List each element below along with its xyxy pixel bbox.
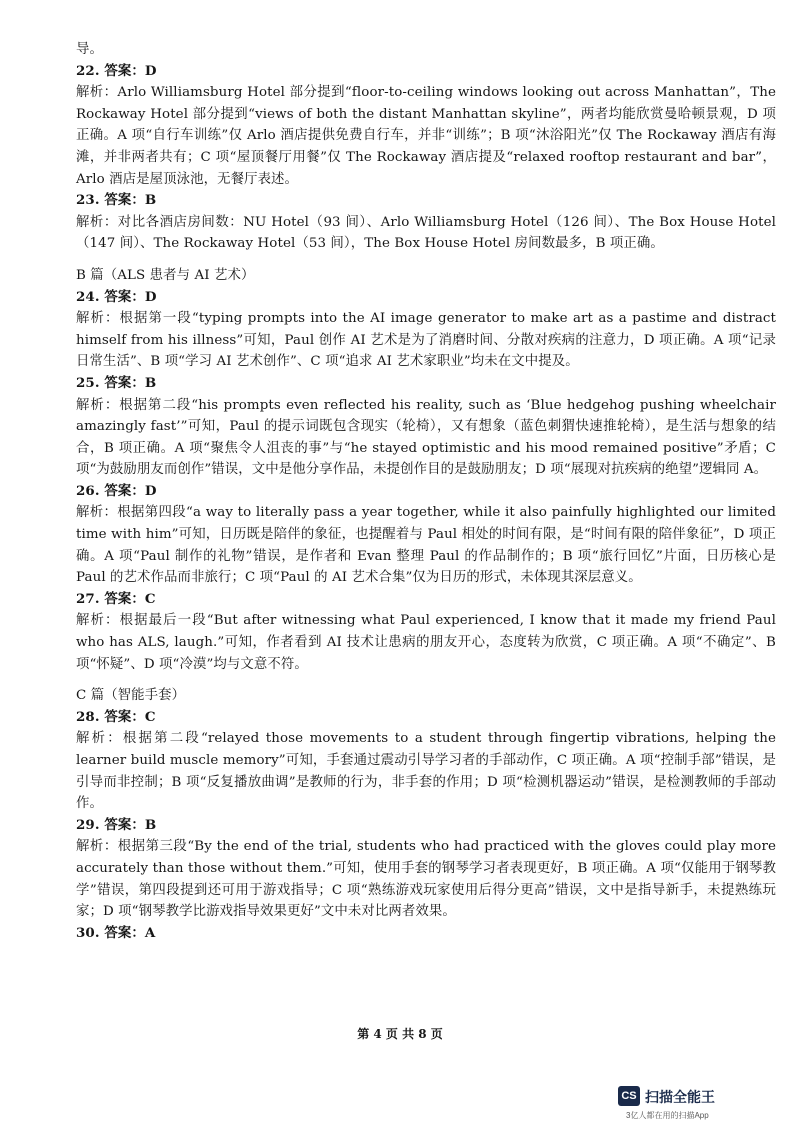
explanation-paragraph: 解析：对比各酒店房间数：NU Hotel（93 间）、Arlo Williamsburg Hotel（126 间）、The Box House Hotel（147 间）、The Rockaway Hotel（53 间），The Box House Hotel 房间数最多，B 项正确。 (76, 214, 776, 252)
explanation-paragraph: 解析：根据第二段“his prompts even reflected his reality, such as ‘Blue hedgehog pushing wheelchair amazingly fast’”可知，Paul 的提示词既包含现实（轮椅），又有想象（蓝色刺猬快速推轮椅），是生活与想象的结合，B 项正确。A 项“聚焦令人沮丧的事”与“he stayed optimistic and his mood remained positive”矛盾；C 项“为鼓励朋友而创作”错误，文中是他分享作品，未提创作目的是鼓励朋友；D 项“展现对抗疾病的绝望”逻辑同 A。 (76, 397, 776, 478)
answer-line: 27. 答案：C (76, 590, 156, 607)
answer-line: 26. 答案：D (76, 482, 157, 499)
section-heading: C 篇（智能手套） (76, 688, 186, 704)
explanation-paragraph: 解析：Arlo Williamsburg Hotel 部分提到“floor-to-ceiling windows looking out across Manhattan”，The Rockaway Hotel 部分提到“views of both the distant Manhattan skyline”，两者均能欣赏曼哈顿景观，D 项正确。A 项“自行车训练”仅 Arlo 酒店提供免费自行车，并非“训练”；B 项“沐浴阳光”仅 The Rockaway 酒店有海滩，并非两者共有；C 项“屋顶餐厅用餐”仅 The Rockaway 酒店提及“relaxed rooftop restaurant and bar”，Arlo 酒店是屋顶泳池，无餐厅表述。 (76, 85, 776, 187)
scanner-watermark (618, 1086, 788, 1126)
explanation-paragraph: 解析：根据第一段“typing prompts into the AI image generator to make art as a pastime and distract himself from his illness”可知，Paul 创作 AI 艺术是为了消磨时间、分散对疾病的注意力，D 项正确。A 项“记录日常生活”、B 项“学习 AI 艺术创作”、C 项“追求 AI 艺术家职业”均未在文中提及。 (76, 311, 776, 370)
explanation-paragraph: 解析：根据第二段“relayed those movements to a student through fingertip vibrations, helping the learner build muscle memory”可知，手套通过震动引导学习者的手部动作，C 项正确。A 项“控制手部”错误，是引导而非控制；B 项“反复播放曲调”是教师的行为，非手套的作用；D 项“检测机器运动”错误，是检测教师的手部动作。 (76, 731, 776, 812)
answer-line: 23. 答案：B (76, 192, 157, 209)
explanation-paragraph: 导。 (76, 42, 103, 57)
watermark-app-name: 扫描全能王 (645, 1089, 715, 1105)
section-gap (76, 255, 776, 265)
section-heading: B 篇（ALS 患者与 AI 艺术） (76, 267, 255, 283)
page-number: 第 4 页 共 8 页 (357, 1027, 443, 1041)
answer-line: 25. 答案：B (76, 374, 157, 391)
camscanner-logo-icon: CS (618, 1086, 640, 1106)
answer-line: 22. 答案：D (76, 62, 157, 79)
section-gap (76, 675, 776, 685)
answer-explanations (76, 39, 776, 944)
answer-line: 24. 答案：D (76, 288, 157, 305)
answer-line: 28. 答案：C (76, 708, 156, 725)
answer-line: 30. 答案：A (76, 924, 156, 941)
explanation-paragraph: 解析：根据最后一段“But after witnessing what Paul experienced, I know that it made my friend Paul who has ALS, laugh.”可知，作者看到 AI 技术让患病的朋友开心，态度转为欣赏，C 项正确。A 项“不确定”、B 项“怀疑”、D 项“冷漠”均与文意不符。 (76, 613, 776, 672)
explanation-paragraph: 解析：根据第四段“a way to literally pass a year together, while it also painfully highlighted our limited time with him”可知，日历既是陪伴的象征，也提醒着与 Paul 相处的时间有限，是“时间有限的陪伴象征”，D 项正确。A 项“Paul 制作的礼物”错误，是作者和 Evan 整理 Paul 的作品制作的；B 项“旅行回忆”片面，日历核心是 Paul 的艺术作品而非旅行；C 项“Paul 的 AI 艺术合集”仅为日历的形式，未体现其深层意义。 (76, 505, 776, 586)
explanation-paragraph: 解析：根据第三段“By the end of the trial, students who had practiced with the gloves could play more accurately than those without them.”可知，使用手套的钢琴学习者表现更好，B 项正确。A 项“仅能用于钢琴教学”错误，第四段提到还可用于游戏指导；C 项“熟练游戏玩家使用后得分更高”错误，文中是指导新手，未提熟练玩家；D 项“钢琴教学比游戏指导效果更好”文中未对比两者效果。 (76, 839, 776, 920)
answer-line: 29. 答案：B (76, 816, 157, 833)
watermark-tagline: 3亿人都在用的扫描App (626, 1111, 709, 1120)
